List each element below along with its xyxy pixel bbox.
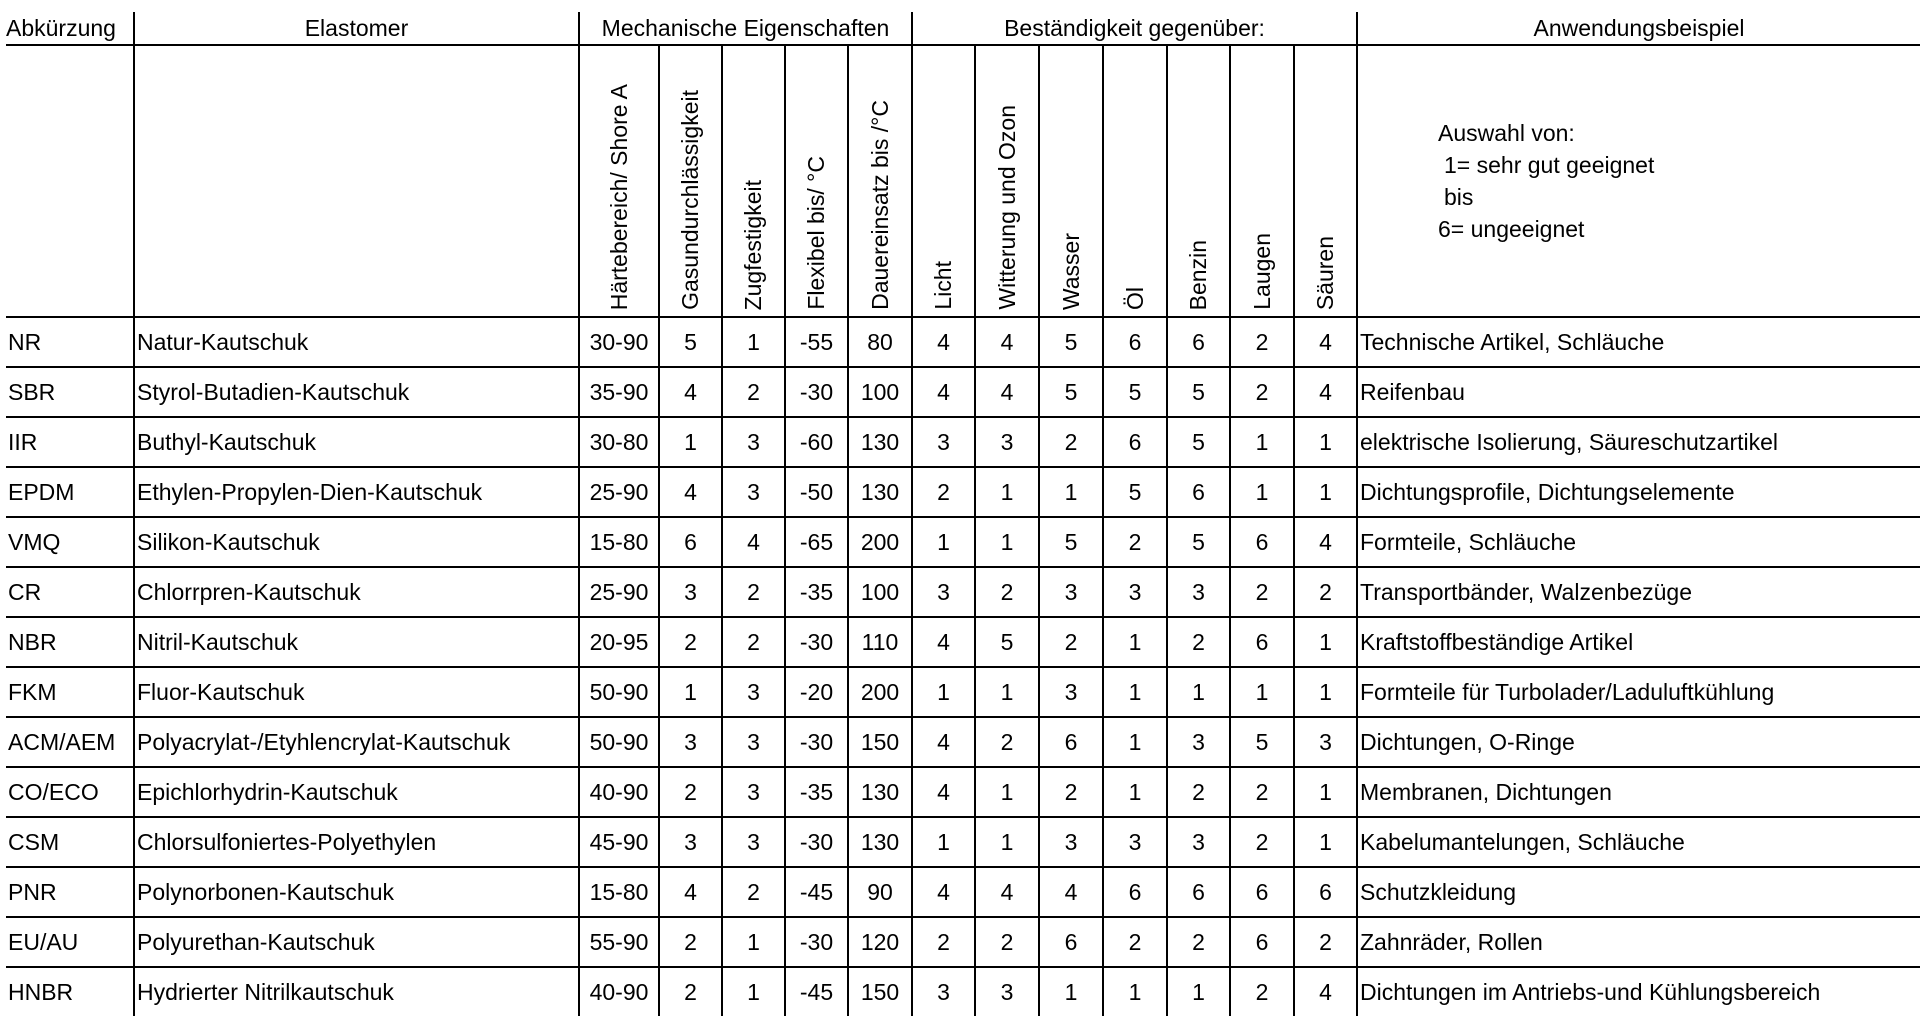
cell-gas-permeability: 1	[659, 667, 722, 717]
cell-light: 2	[912, 467, 975, 517]
table-row	[6, 917, 1920, 967]
cell-gas-permeability: 1	[659, 417, 722, 467]
cell-oil: 1	[1103, 767, 1167, 817]
header-alkali	[1230, 45, 1294, 317]
cell-elastomer: Epichlorhydrin-Kautschuk	[134, 767, 579, 817]
header-oil-label: Öl	[1121, 287, 1148, 310]
cell-oil: 1	[1103, 967, 1167, 1016]
cell-gas-permeability: 2	[659, 917, 722, 967]
header-application: Anwendungsbeispiel	[1357, 12, 1920, 45]
cell-gas-permeability: 4	[659, 867, 722, 917]
cell-tensile-strength: 2	[722, 617, 785, 667]
cell-elastomer: Natur-Kautschuk	[134, 317, 579, 367]
cell-hardness: 25-90	[579, 567, 659, 617]
cell-light: 1	[912, 667, 975, 717]
cell-application: Membranen, Dichtungen	[1357, 767, 1920, 817]
cell-abbreviation: VMQ	[6, 517, 134, 567]
cell-application: Zahnräder, Rollen	[1357, 917, 1920, 967]
cell-oil: 1	[1103, 717, 1167, 767]
header-light	[912, 45, 975, 317]
cell-flexible: -45	[785, 967, 848, 1016]
cell-weather-ozone: 5	[975, 617, 1039, 667]
cell-weather-ozone: 1	[975, 517, 1039, 567]
cell-water: 6	[1039, 917, 1103, 967]
cell-gas-permeability: 4	[659, 467, 722, 517]
table-row	[6, 417, 1920, 467]
header-light-label: Licht	[930, 261, 956, 310]
header-weather-ozone-label: Witterung und Ozon	[993, 105, 1020, 310]
cell-acid: 4	[1294, 317, 1357, 367]
table-body	[6, 317, 1920, 1016]
header-continuous-use-label: Dauereinsatz bis /°C	[866, 100, 893, 310]
table-row	[6, 367, 1920, 417]
cell-abbreviation: PNR	[6, 867, 134, 917]
cell-light: 3	[912, 417, 975, 467]
cell-gas-permeability: 5	[659, 317, 722, 367]
cell-water: 5	[1039, 317, 1103, 367]
cell-tensile-strength: 3	[722, 717, 785, 767]
cell-abbreviation: CO/ECO	[6, 767, 134, 817]
legend-line-to: bis	[1444, 184, 1474, 210]
elastomer-table	[6, 12, 1920, 1016]
cell-light: 3	[912, 967, 975, 1016]
cell-hardness: 30-90	[579, 317, 659, 367]
header-abbreviation: Abkürzung	[6, 12, 134, 45]
cell-acid: 2	[1294, 917, 1357, 967]
cell-petrol: 5	[1167, 417, 1230, 467]
header-elastomer-blank	[134, 45, 579, 317]
cell-petrol: 3	[1167, 817, 1230, 867]
cell-alkali: 1	[1230, 417, 1294, 467]
cell-abbreviation: EPDM	[6, 467, 134, 517]
cell-continuous-use: 110	[848, 617, 912, 667]
cell-petrol: 3	[1167, 717, 1230, 767]
cell-light: 4	[912, 317, 975, 367]
header-acid	[1294, 45, 1357, 317]
cell-petrol: 1	[1167, 967, 1230, 1016]
cell-weather-ozone: 3	[975, 417, 1039, 467]
cell-alkali: 6	[1230, 517, 1294, 567]
cell-tensile-strength: 3	[722, 667, 785, 717]
cell-alkali: 2	[1230, 967, 1294, 1016]
cell-elastomer: Polyurethan-Kautschuk	[134, 917, 579, 967]
cell-alkali: 1	[1230, 467, 1294, 517]
table-row	[6, 567, 1920, 617]
cell-oil: 1	[1103, 667, 1167, 717]
cell-water: 2	[1039, 617, 1103, 667]
cell-water: 1	[1039, 967, 1103, 1016]
cell-water: 3	[1039, 567, 1103, 617]
cell-light: 4	[912, 367, 975, 417]
header-mechanical-properties: Mechanische Eigenschaften	[579, 12, 912, 45]
cell-application: Technische Artikel, Schläuche	[1357, 317, 1920, 367]
cell-petrol: 1	[1167, 667, 1230, 717]
cell-water: 5	[1039, 517, 1103, 567]
cell-continuous-use: 130	[848, 767, 912, 817]
cell-acid: 1	[1294, 617, 1357, 667]
cell-flexible: -20	[785, 667, 848, 717]
cell-continuous-use: 130	[848, 417, 912, 467]
cell-abbreviation: FKM	[6, 667, 134, 717]
table-row	[6, 867, 1920, 917]
cell-continuous-use: 80	[848, 317, 912, 367]
cell-light: 1	[912, 817, 975, 867]
cell-elastomer: Styrol-Butadien-Kautschuk	[134, 367, 579, 417]
cell-continuous-use: 150	[848, 967, 912, 1016]
cell-abbreviation: HNBR	[8, 978, 74, 1005]
cell-tensile-strength: 4	[722, 517, 785, 567]
cell-petrol: 5	[1167, 367, 1230, 417]
cell-application: Dichtungen im Antriebs-und Kühlungsbereich	[1357, 967, 1920, 1016]
cell-flexible: -30	[785, 717, 848, 767]
cell-hardness: 30-80	[579, 417, 659, 467]
cell-alkali: 2	[1230, 567, 1294, 617]
cell-abbreviation: ACM/AEM	[6, 717, 134, 767]
cell-tensile-strength: 1	[722, 967, 785, 1016]
cell-elastomer: Polynorbonen-Kautschuk	[134, 867, 579, 917]
cell-abbreviation: EU/AU	[6, 917, 134, 967]
cell-water: 2	[1039, 767, 1103, 817]
header-gas-permeability	[659, 45, 722, 317]
cell-water: 5	[1039, 367, 1103, 417]
cell-hardness: 35-90	[579, 367, 659, 417]
cell-alkali: 6	[1230, 867, 1294, 917]
cell-gas-permeability: 2	[659, 617, 722, 667]
cell-hardness: 45-90	[579, 817, 659, 867]
header-hardness-label: Härtebereich/ Shore A	[605, 83, 632, 310]
cell-weather-ozone: 1	[975, 467, 1039, 517]
cell-tensile-strength: 2	[722, 867, 785, 917]
cell-weather-ozone: 3	[975, 967, 1039, 1016]
header-tensile-strength-label: Zugfestigkeit	[740, 179, 766, 310]
cell-flexible: -35	[785, 767, 848, 817]
cell-continuous-use: 100	[848, 367, 912, 417]
header-flexible	[785, 45, 848, 317]
cell-gas-permeability: 2	[659, 767, 722, 817]
cell-gas-permeability: 6	[659, 517, 722, 567]
cell-flexible: -30	[785, 817, 848, 867]
cell-acid: 4	[1294, 517, 1357, 567]
cell-acid: 2	[1294, 567, 1357, 617]
cell-flexible: -30	[785, 367, 848, 417]
cell-gas-permeability: 3	[659, 567, 722, 617]
cell-petrol: 6	[1167, 467, 1230, 517]
cell-elastomer: Chlorrpren-Kautschuk	[134, 567, 579, 617]
cell-application: Transportbänder, Walzenbezüge	[1357, 567, 1920, 617]
header-gas-permeability-label: Gasundurchlässigkeit	[677, 90, 703, 310]
cell-petrol: 2	[1167, 917, 1230, 967]
cell-alkali: 6	[1230, 617, 1294, 667]
cell-tensile-strength: 2	[722, 567, 785, 617]
cell-continuous-use: 200	[848, 517, 912, 567]
header-tensile-strength	[722, 45, 785, 317]
cell-flexible: -60	[785, 417, 848, 467]
cell-elastomer: Fluor-Kautschuk	[134, 667, 579, 717]
cell-continuous-use: 130	[848, 817, 912, 867]
cell-weather-ozone: 2	[975, 717, 1039, 767]
cell-oil: 2	[1103, 917, 1167, 967]
table-row	[6, 717, 1920, 767]
cell-water: 1	[1039, 467, 1103, 517]
header-abbreviation-blank	[6, 45, 134, 317]
cell-oil: 2	[1103, 517, 1167, 567]
cell-alkali: 2	[1230, 817, 1294, 867]
cell-tensile-strength: 1	[722, 317, 785, 367]
cell-gas-permeability: 3	[659, 817, 722, 867]
cell-alkali: 1	[1230, 667, 1294, 717]
header-water-label: Wasser	[1057, 232, 1084, 310]
header-resistance: Beständigkeit gegenüber:	[912, 12, 1357, 45]
cell-elastomer: Ethylen-Propylen-Dien-Kautschuk	[134, 467, 579, 517]
cell-hardness: 50-90	[579, 667, 659, 717]
cell-light: 4	[912, 867, 975, 917]
header-elastomer: Elastomer	[134, 12, 579, 45]
cell-flexible: -30	[785, 917, 848, 967]
legend-line-worst: 6= ungeeignet	[1438, 216, 1585, 242]
cell-abbreviation: NBR	[6, 617, 134, 667]
cell-tensile-strength: 2	[722, 367, 785, 417]
cell-oil: 3	[1103, 567, 1167, 617]
table-row	[6, 517, 1920, 567]
header-flexible-label: Flexibel bis/ °C	[803, 156, 829, 310]
cell-elastomer: Chlorsulfoniertes-Polyethylen	[134, 817, 579, 867]
cell-application: Dichtungen, O-Ringe	[1357, 717, 1920, 767]
column-header-row	[6, 45, 1920, 317]
table-row	[6, 767, 1920, 817]
cell-flexible: -50	[785, 467, 848, 517]
table-row	[6, 317, 1920, 367]
cell-flexible: -35	[785, 567, 848, 617]
cell-gas-permeability: 4	[659, 367, 722, 417]
cell-acid: 1	[1294, 667, 1357, 717]
cell-oil: 6	[1103, 867, 1167, 917]
cell-application: Kraftstoffbeständige Artikel	[1357, 617, 1920, 667]
table-row	[6, 467, 1920, 517]
cell-acid: 1	[1294, 767, 1357, 817]
cell-continuous-use: 130	[848, 467, 912, 517]
cell-acid: 1	[1294, 817, 1357, 867]
header-hardness	[579, 45, 659, 317]
cell-tensile-strength: 3	[722, 817, 785, 867]
cell-acid: 1	[1294, 417, 1357, 467]
cell-tensile-strength: 3	[722, 767, 785, 817]
cell-application: Reifenbau	[1357, 367, 1920, 417]
cell-weather-ozone: 1	[975, 767, 1039, 817]
cell-petrol: 2	[1167, 767, 1230, 817]
cell-abbreviation: SBR	[6, 367, 134, 417]
cell-application: Formteile, Schläuche	[1357, 517, 1920, 567]
cell-light: 3	[912, 567, 975, 617]
cell-water: 6	[1039, 717, 1103, 767]
cell-light: 4	[912, 767, 975, 817]
cell-oil: 6	[1103, 317, 1167, 367]
cell-hardness: 50-90	[579, 717, 659, 767]
cell-water: 4	[1039, 867, 1103, 917]
cell-abbreviation: CR	[6, 567, 134, 617]
cell-oil: 1	[1103, 617, 1167, 667]
header-acid-label: Säuren	[1312, 235, 1338, 310]
cell-acid: 1	[1294, 467, 1357, 517]
cell-hardness: 20-95	[579, 617, 659, 667]
legend-line-best: 1= sehr gut geeignet	[1444, 152, 1655, 178]
cell-application: Dichtungsprofile, Dichtungselemente	[1357, 467, 1920, 517]
cell-oil: 5	[1103, 467, 1167, 517]
cell-water: 3	[1039, 817, 1103, 867]
cell-light: 1	[912, 517, 975, 567]
cell-weather-ozone: 2	[975, 917, 1039, 967]
legend-line-selection: Auswahl von:	[1438, 120, 1575, 146]
table-row	[6, 817, 1920, 867]
cell-elastomer: Silikon-Kautschuk	[134, 517, 579, 567]
cell-alkali: 2	[1230, 367, 1294, 417]
header-weather-ozone	[975, 45, 1039, 317]
cell-elastomer: Hydrierter Nitrilkautschuk	[134, 967, 579, 1016]
cell-weather-ozone: 1	[975, 817, 1039, 867]
cell-acid: 4	[1294, 367, 1357, 417]
cell-acid: 4	[1294, 967, 1357, 1016]
cell-abbreviation: CSM	[6, 817, 134, 867]
cell-light: 2	[912, 917, 975, 967]
cell-application: Formteile für Turbolader/Laduluftkühlung	[1357, 667, 1920, 717]
cell-alkali: 6	[1230, 917, 1294, 967]
cell-application: Schutzkleidung	[1357, 867, 1920, 917]
cell-petrol: 6	[1167, 317, 1230, 367]
cell-alkali: 5	[1230, 717, 1294, 767]
cell-flexible: -45	[785, 867, 848, 917]
cell-water: 2	[1039, 417, 1103, 467]
cell-weather-ozone: 1	[975, 667, 1039, 717]
cell-oil: 5	[1103, 367, 1167, 417]
cell-continuous-use: 100	[848, 567, 912, 617]
cell-gas-permeability: 2	[659, 967, 722, 1016]
cell-elastomer: Nitril-Kautschuk	[134, 617, 579, 667]
cell-light: 4	[912, 617, 975, 667]
cell-flexible: -30	[785, 617, 848, 667]
cell-flexible: -55	[785, 317, 848, 367]
header-alkali-label: Laugen	[1248, 233, 1275, 310]
cell-oil: 6	[1103, 417, 1167, 467]
cell-petrol: 6	[1167, 867, 1230, 917]
cell-hardness: 25-90	[579, 467, 659, 517]
cell-acid: 3	[1294, 717, 1357, 767]
cell-petrol: 3	[1167, 567, 1230, 617]
cell-application: Kabelumantelungen, Schläuche	[1357, 817, 1920, 867]
header-oil	[1103, 45, 1167, 317]
group-header-row	[6, 12, 1920, 45]
cell-alkali: 2	[1230, 767, 1294, 817]
cell-acid: 6	[1294, 867, 1357, 917]
cell-tensile-strength: 1	[722, 917, 785, 967]
table-row	[6, 617, 1920, 667]
cell-continuous-use: 200	[848, 667, 912, 717]
table-row	[6, 967, 1920, 1016]
cell-weather-ozone: 4	[975, 867, 1039, 917]
cell-alkali: 2	[1230, 317, 1294, 367]
cell-petrol: 2	[1167, 617, 1230, 667]
cell-application: elektrische Isolierung, Säureschutzartikel	[1357, 417, 1920, 467]
cell-elastomer: Buthyl-Kautschuk	[134, 417, 579, 467]
header-water	[1039, 45, 1103, 317]
table-row	[6, 667, 1920, 717]
cell-continuous-use: 90	[848, 867, 912, 917]
cell-oil: 3	[1103, 817, 1167, 867]
cell-hardness: 40-90	[579, 767, 659, 817]
cell-hardness: 15-80	[579, 517, 659, 567]
cell-continuous-use: 120	[848, 917, 912, 967]
cell-hardness: 40-90	[579, 967, 659, 1016]
cell-elastomer: Polyacrylat-/Etyhlencrylat-Kautschuk	[134, 717, 579, 767]
header-continuous-use	[848, 45, 912, 317]
cell-weather-ozone: 4	[975, 317, 1039, 367]
cell-flexible: -65	[785, 517, 848, 567]
cell-weather-ozone: 2	[975, 567, 1039, 617]
header-petrol-label: Benzin	[1185, 239, 1211, 310]
cell-weather-ozone: 4	[975, 367, 1039, 417]
cell-hardness: 15-80	[579, 867, 659, 917]
header-petrol	[1167, 45, 1230, 317]
rating-legend	[1357, 45, 1920, 317]
cell-water: 3	[1039, 667, 1103, 717]
cell-gas-permeability: 3	[659, 717, 722, 767]
cell-abbreviation: NR	[6, 317, 134, 367]
cell-abbreviation: IIR	[6, 417, 134, 467]
cell-continuous-use: 150	[848, 717, 912, 767]
cell-light: 4	[912, 717, 975, 767]
cell-hardness: 55-90	[579, 917, 659, 967]
cell-petrol: 5	[1167, 517, 1230, 567]
cell-tensile-strength: 3	[722, 417, 785, 467]
cell-tensile-strength: 3	[722, 467, 785, 517]
